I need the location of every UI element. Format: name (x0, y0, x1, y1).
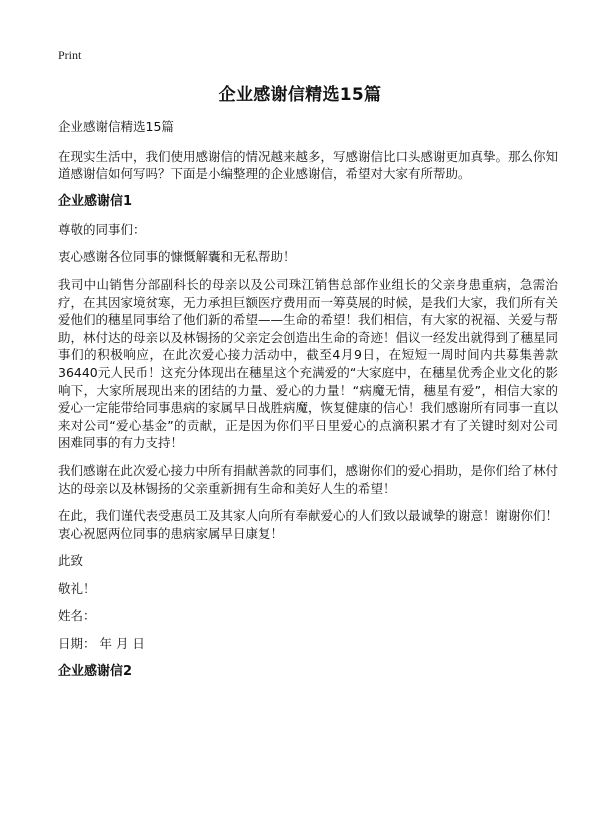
letter-closing-2: 敬礼！ (58, 580, 96, 596)
document-subtitle: 企业感谢信精选15篇 (58, 119, 174, 134)
letter-date-line: 日期： 年 月 日 (58, 636, 145, 652)
letter-paragraph-1: 我司中山销售分部副科长的母亲以及公司珠江销售总部作业组长的父亲身患重病，急需治疗，在其因家境贫寒，无力承担巨额医疗费用而一筹莫展的时候，是我们大家，我们所有关爱他们的穗星同事给了他们新的希望——生命的希望！我们相信，有大家的祝福、关爱与帮助，林付达的母亲以及林锡扬的父亲定会创造出生命的奇迹！倡议一经发出就得到了穗星同事们的积极响应，在此次爱心接力活动中，截至4月9日，在短短一周时间内共募集善款36440元人民币！这充分体现出在穗星这个充满爱的“大家庭中，在穗星优秀企业文化的影响下，大家所展现出来的团结的力量、爱心的力量！“病魔无情，穗星有爱”，相信大家的爱心一定能带给同事患病的家属早日战胜病魔，恢复健康的信心！我们感谢所有同事一直以来对公司“爱心基金”的贡献，正是因为你们平日里爱心的点滴积累才有了关键时刻对公司困难同事的有力支持！ (58, 276, 559, 451)
letter-name-line: 姓名： (58, 608, 96, 624)
document-body (58, 118, 558, 691)
letter-thanks-line: 衷心感谢各位同事的慷慨解囊和无私帮助！ (58, 249, 296, 265)
document-title: 企业感谢信精选15篇 (218, 85, 382, 105)
print-link[interactable]: Print (58, 48, 82, 62)
letter-closing-1: 此致 (58, 553, 84, 569)
section-heading-1: 企业感谢信1 (58, 193, 133, 209)
intro-paragraph: 在现实生活中，我们使用感谢信的情况越来越多，写感谢信比口头感谢更加真挚。那么你知道感谢信如何写吗？下面是小编整理的企业感谢信，希望对大家有所帮助。 (58, 148, 559, 182)
letter-greeting: 尊敬的同事们： (58, 221, 146, 237)
letter-paragraph-3: 在此，我们谨代表受惠员工及其家人向所有奉献爱心的人们致以最诚挚的谢意！谢谢你们！衷心祝愿两位同事的患病家属早日康复！ (58, 508, 559, 541)
section-heading-2: 企业感谢信2 (58, 663, 133, 679)
letter-paragraph-2: 我们感谢在此次爱心接力中所有捐献善款的同事们，感谢你们的爱心捐助，是你们给了林付达的母亲以及林锡扬的父亲重新拥有生命和美好人生的希望！ (58, 462, 559, 496)
